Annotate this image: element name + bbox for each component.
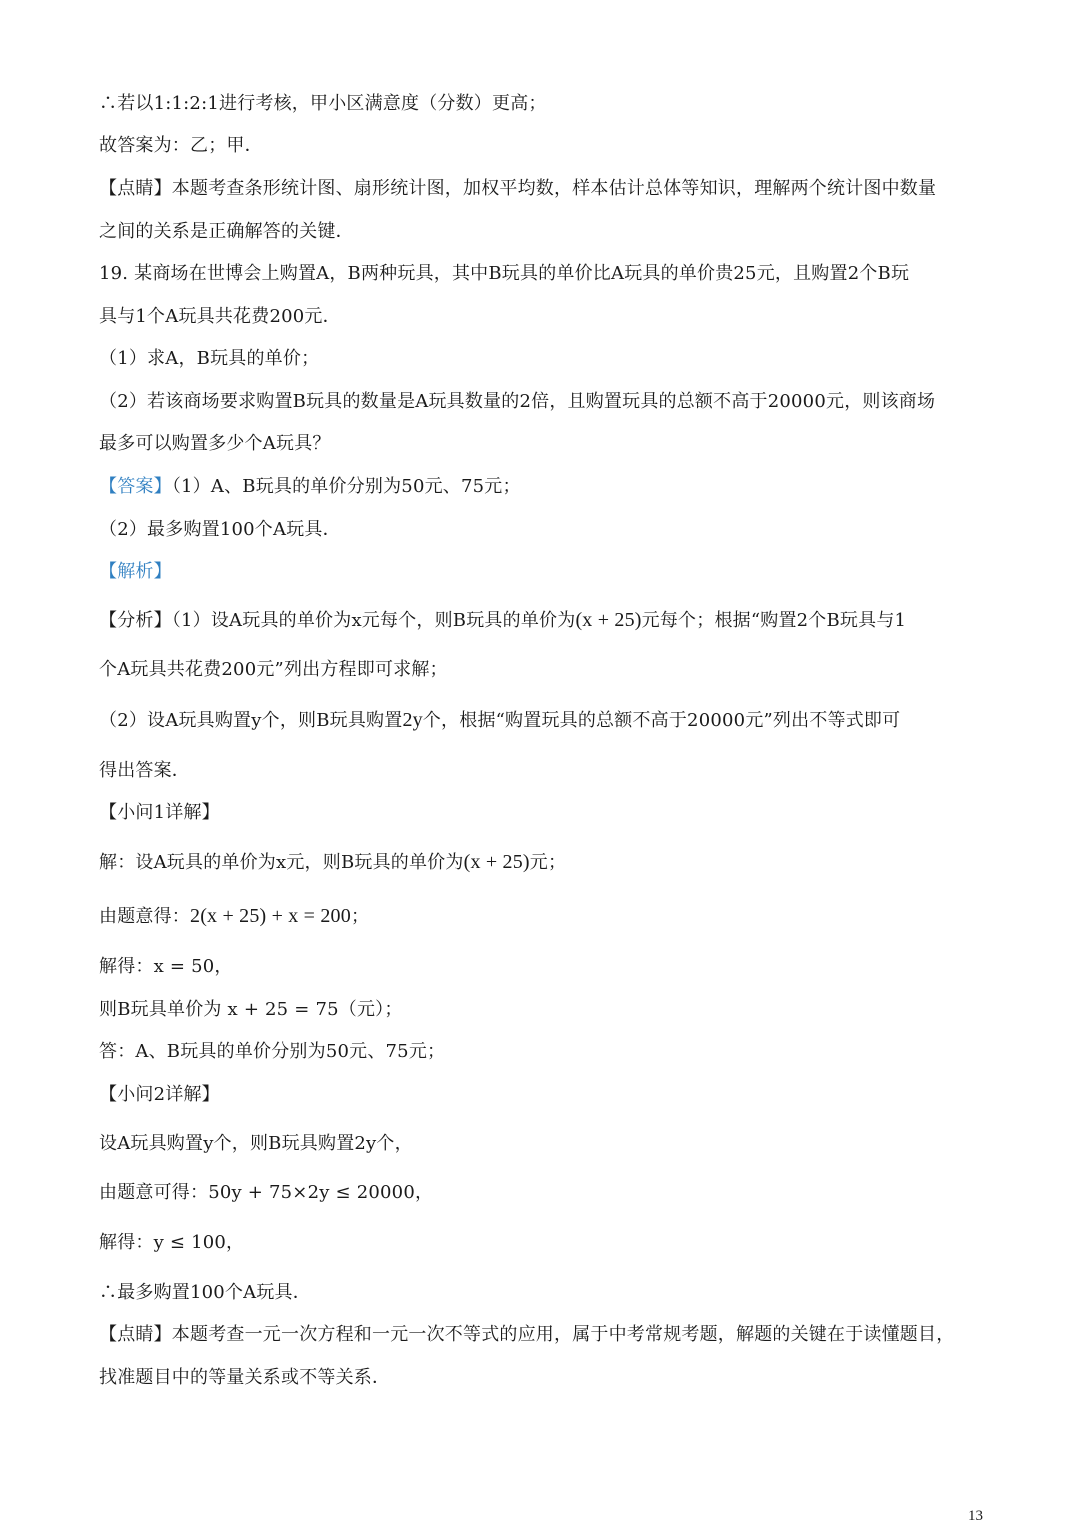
analysis-1-text-a: 【分析】（1）设A玩具的单价为x元每个，则B玩具的单价为 bbox=[99, 610, 576, 631]
text-line: 由题意可得：50y + 75×2y ≤ 20000， bbox=[99, 1182, 434, 1203]
text-line: 【点睛】本题考查一元一次方程和一元一次不等式的应用，属于中考常规考题，解题的关键在于读懂题目， bbox=[99, 1324, 955, 1345]
text-line: 19. 某商场在世博会上购置A，B两种玩具，其中B玩具的单价比A玩具的单价贵25元，且购置2个B玩 bbox=[99, 263, 910, 284]
text-line: 得出答案． bbox=[99, 760, 190, 781]
text-line: 解得：y ≤ 100， bbox=[99, 1232, 245, 1253]
analysis-1-math: (x + 25) bbox=[575, 609, 642, 631]
text-line: 具与1个A玩具共花费200元． bbox=[99, 306, 341, 327]
analysis-2-math: 2y bbox=[402, 709, 423, 731]
solution-line-1 bbox=[99, 849, 984, 876]
text-line: 故答案为：乙；甲． bbox=[99, 135, 263, 156]
text-line: （1）求A，B玩具的单价； bbox=[99, 348, 320, 369]
text-line: 个A玩具共花费200元”列出方程即可求解； bbox=[99, 659, 448, 680]
text-line: ∴若以1:1:2:1进行考核，甲小区满意度（分数）更高； bbox=[99, 93, 547, 114]
solution-1-text-b: 元； bbox=[529, 852, 567, 873]
analysis-1-text-b: 元每个；根据“购置2个B玩具与1 bbox=[641, 610, 907, 631]
answer-text: （1）A、B玩具的单价分别为50元、75元； bbox=[171, 476, 521, 497]
page-number: 13 bbox=[968, 1508, 983, 1524]
analysis-line-1 bbox=[99, 607, 984, 634]
analysis-2-text-a: （2）设A玩具购置y个，则B玩具购置 bbox=[99, 710, 403, 731]
analysis-2-text-b: 个，根据“购置玩具的总额不高于20000元”列出不等式即可 bbox=[422, 710, 901, 731]
solution-2-math: 2(x + 25) + x = 200 bbox=[190, 905, 351, 927]
analysis-label: 【解析】 bbox=[99, 561, 172, 582]
answer-line bbox=[99, 474, 984, 500]
text-line: （2）最多购置100个A玩具． bbox=[99, 519, 341, 540]
text-line: 答：A、B玩具的单价分别为50元、75元； bbox=[99, 1041, 446, 1062]
answer-label: 【答案】 bbox=[99, 476, 172, 497]
solution-2-text-a: 由题意得： bbox=[99, 906, 190, 927]
text-line: 解得：x = 50， bbox=[99, 956, 233, 977]
text-line: （2）若该商场要求购置B玩具的数量是A玩具数量的2倍，且购置玩具的总额不高于20000元，则该商场 bbox=[99, 391, 936, 412]
text-line: 【小问2详解】 bbox=[99, 1084, 220, 1105]
solution-2-text-b: ； bbox=[350, 906, 370, 927]
solution-1-math: (x + 25) bbox=[463, 851, 530, 873]
text-line: 最多可以购置多少个A玩具？ bbox=[99, 433, 331, 454]
text-line: 找准题目中的等量关系或不等关系． bbox=[99, 1367, 391, 1388]
text-line: 【点睛】本题考查条形统计图、扇形统计图，加权平均数，样本估计总体等知识，理解两个统计图中数量 bbox=[99, 178, 937, 199]
text-line: ∴最多购置100个A玩具． bbox=[99, 1282, 311, 1303]
text-line: 则B玩具单价为 x + 25 = 75（元）； bbox=[99, 999, 403, 1020]
analysis-line-2 bbox=[99, 707, 984, 734]
text-line: 【小问1详解】 bbox=[99, 802, 220, 823]
text-line: 之间的关系是正确解答的关键． bbox=[99, 221, 354, 242]
solution-line-2 bbox=[99, 903, 984, 930]
text-line: 设A玩具购置y个，则B玩具购置2y个， bbox=[99, 1133, 413, 1154]
solution-1-text-a: 解：设A玩具的单价为x元，则B玩具的单价为 bbox=[99, 852, 464, 873]
